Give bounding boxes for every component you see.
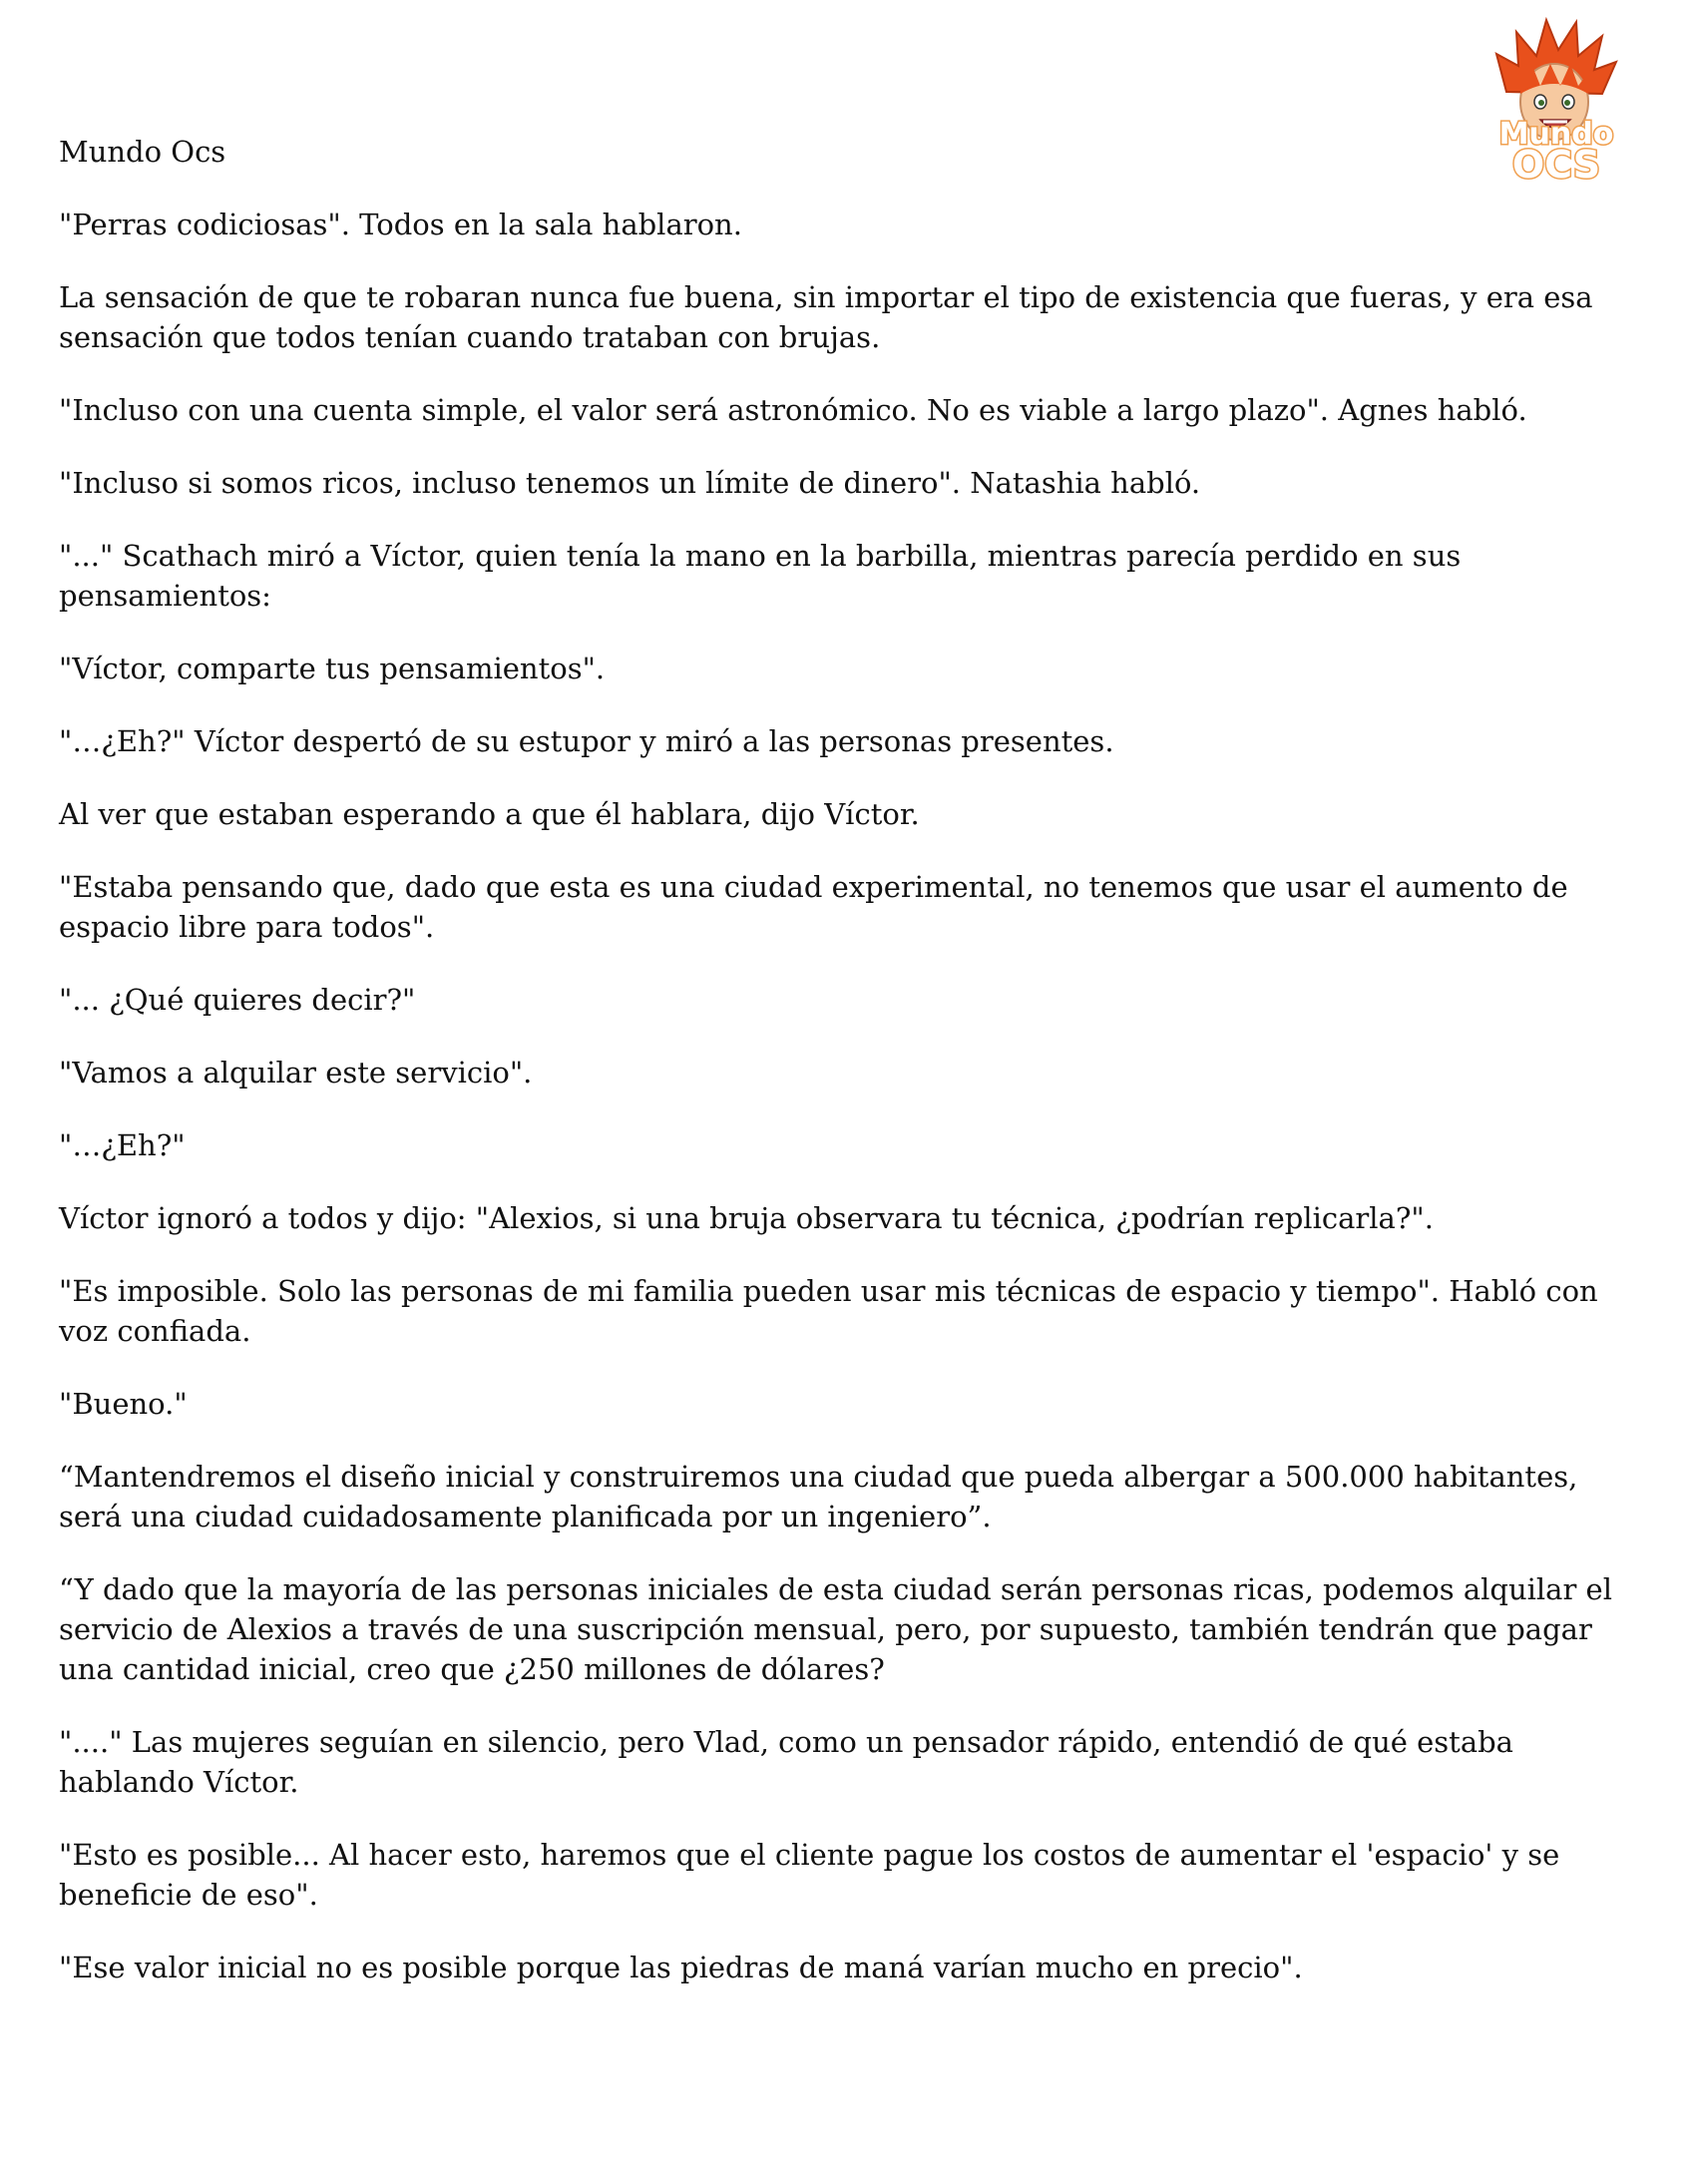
paragraph: "Es imposible. Solo las personas de mi familia pueden usar mis técnicas de espacio y tiempo". Habló con voz confiada. (59, 1274, 1598, 1348)
document-body (59, 132, 1645, 2020)
paragraph: "Vamos a alquilar este servicio". (59, 1056, 533, 1090)
paragraph: “Mantendremos el diseño inicial y construiremos una ciudad que pueda albergar a 500.000 habitantes, será una ciudad cuidadosamente planificada por un ingeniero”. (59, 1460, 1578, 1533)
document-header: Mundo Ocs (59, 135, 226, 169)
paragraph: "Bueno." (59, 1387, 188, 1421)
paragraph: "... ¿Qué quieres decir?" (59, 983, 416, 1017)
paragraph: Víctor ignoró a todos y dijo: "Alexios, si una bruja observara tu técnica, ¿podrían replicarla?". (59, 1201, 1434, 1235)
paragraph: "Incluso con una cuenta simple, el valor será astronómico. No es viable a largo plazo". Agnes habló. (59, 393, 1527, 427)
paragraph: "Incluso si somos ricos, incluso tenemos un límite de dinero". Natashia habló. (59, 466, 1201, 500)
paragraph: La sensación de que te robaran nunca fue buena, sin importar el tipo de existencia que fueras, y era esa sensación que todos tenían cuando trataban con brujas. (59, 280, 1593, 354)
logo-text-line2: OCS (1511, 143, 1601, 186)
paragraph: "Esto es posible... Al hacer esto, haremos que el cliente pague los costos de aumentar el 'espacio' y se beneficie de eso". (59, 1838, 1560, 1912)
paragraph: "…¿Eh?" (59, 1128, 186, 1162)
logo-text-line1: Mundo (1498, 117, 1614, 152)
paragraph: "...." Las mujeres seguían en silencio, pero Vlad, como un pensador rápido, entendió de qué estaba hablando Víctor. (59, 1725, 1513, 1799)
paragraph: "Ese valor inicial no es posible porque las piedras de maná varían mucho en precio". (59, 1951, 1303, 1984)
paragraph: "..." Scathach miró a Víctor, quien tenía la mano en la barbilla, mientras parecía perdido en sus pensamientos: (59, 539, 1462, 613)
paragraph: "Perras codiciosas". Todos en la sala hablaron. (59, 208, 742, 241)
paragraph: “Y dado que la mayoría de las personas iniciales de esta ciudad serán personas ricas, podemos alquilar el servicio de Alexios a través de una suscripción mensual, pero, por supuesto, también tendrán que pagar una cantidad inicial, creo que ¿250 millones de dólares? (59, 1572, 1612, 1686)
paragraph: Al ver que estaban esperando a que él hablara, dijo Víctor. (59, 797, 920, 831)
paragraph: "…¿Eh?" Víctor despertó de su estupor y miró a las personas presentes. (59, 724, 1114, 758)
paragraph: "Estaba pensando que, dado que esta es una ciudad experimental, no tenemos que usar el aumento de espacio libre para todos". (59, 870, 1568, 944)
paragraph: "Víctor, comparte tus pensamientos". (59, 652, 606, 685)
